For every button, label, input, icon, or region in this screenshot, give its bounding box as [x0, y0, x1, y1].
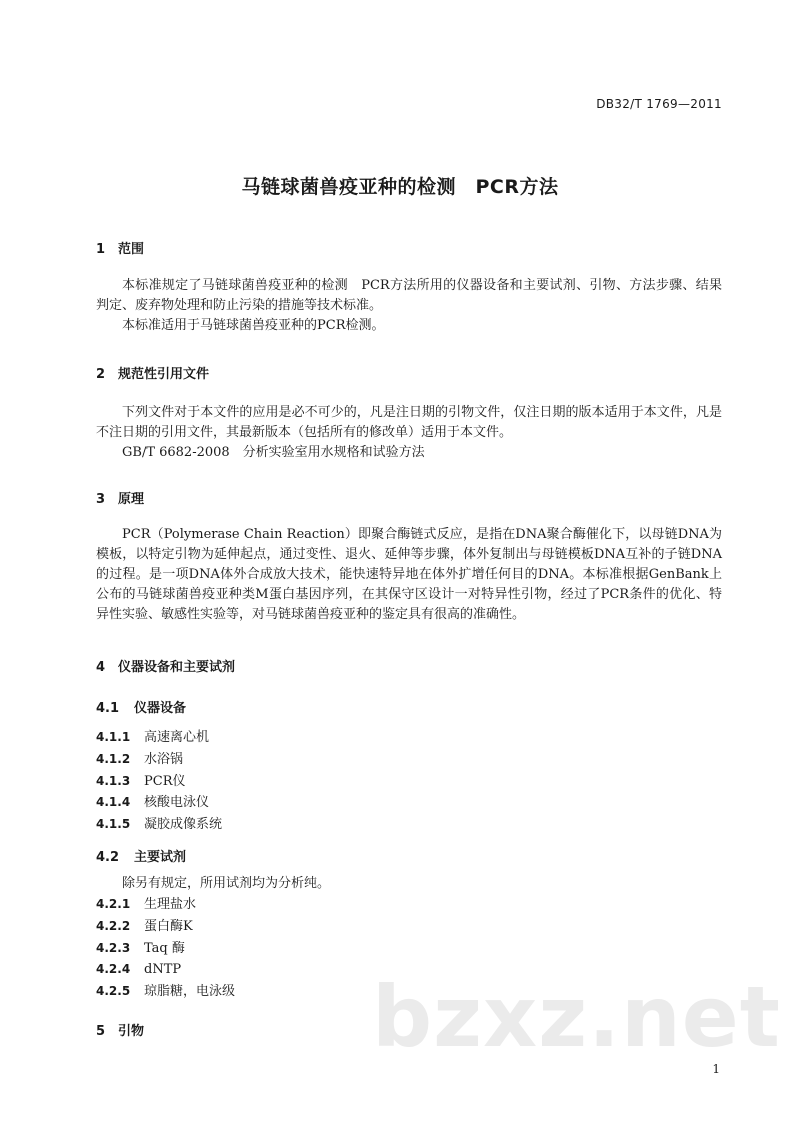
section-2-body	[96, 403, 722, 463]
subsection-title: 主要试剂	[134, 850, 187, 865]
section-title: 仪器设备和主要试剂	[118, 660, 236, 675]
reference-entry: GB/T 6682-2008 分析实验室用水规格和试验方法	[122, 445, 425, 460]
section-title: 原理	[118, 492, 145, 507]
item-text: 生理盐水	[144, 897, 197, 912]
section-title: 范围	[118, 242, 145, 257]
reagent-intro	[96, 874, 722, 894]
section-title: 引物	[118, 1024, 145, 1039]
watermark: bzxz.net	[372, 968, 781, 1066]
list-item	[96, 749, 722, 771]
section-4-heading	[96, 656, 722, 675]
equipment-list	[96, 727, 722, 836]
item-text: Taq 酶	[144, 940, 185, 956]
item-text: PCR仪	[144, 773, 186, 789]
item-text: 琼脂糖，电泳级	[144, 984, 236, 1000]
item-number: 4.2.3	[96, 940, 131, 955]
section-number: 1	[96, 242, 106, 257]
list-item	[96, 916, 722, 938]
section-3-heading	[96, 488, 722, 507]
item-number: 4.2.2	[96, 918, 131, 933]
item-number: 4.1.4	[96, 795, 131, 810]
section-number: 3	[96, 492, 106, 507]
item-number: 4.1.3	[96, 773, 131, 788]
section-2-heading	[96, 363, 722, 382]
list-item	[96, 771, 722, 793]
subsection-title: 仪器设备	[134, 701, 187, 716]
subsection-4-1-heading	[96, 697, 722, 716]
item-text: 水浴锅	[144, 751, 184, 767]
section-number: 2	[96, 367, 106, 382]
list-item	[96, 792, 722, 814]
list-item	[96, 814, 722, 836]
item-number: 4.2.1	[96, 897, 131, 911]
section-number: 4	[96, 660, 106, 675]
paragraph: 本标准规定了马链球菌兽疫亚种的检测 PCR方法所用的仪器设备和主要试剂、引物、方法步骤、结果判定、废弃物处理和防止污染的措施等技术标准。	[96, 278, 722, 313]
section-1-body	[96, 276, 722, 336]
list-item	[96, 894, 722, 916]
section-number: 5	[96, 1024, 106, 1039]
paragraph: 下列文件对于本文件的应用是必不可少的，凡是注日期的引物文件，仅注日期的版本适用于本文件，凡是不注日期的引用文件，其最新版本（包括所有的修改单）适用于本文件。	[96, 405, 722, 440]
subsection-4-2-heading	[96, 846, 722, 865]
item-text: 核酸电泳仪	[144, 795, 210, 811]
section-title: 规范性引用文件	[118, 367, 210, 382]
item-number: 4.1.2	[96, 751, 131, 766]
item-number: 4.1.1	[96, 730, 131, 744]
item-text: 蛋白酶K	[144, 918, 193, 934]
subsection-number: 4.2	[96, 850, 120, 865]
paragraph: PCR（Polymerase Chain Reaction）即聚合酶链式反应，是指在DNA聚合酶催化下，以母链DNA为模板，以特定引物为延伸起点，通过变性、退火、延伸等步骤，体外复制出与母链模板DNA互补的子链DNA的过程。是一项DNA体外合成放大技术，能快速特异地在体外扩增任何目的DNA。本标准根据GenBank上公布的马链球菌兽疫亚种类M蛋白基因序列，在其保守区设计一对特异性引物，经过了PCR条件的优化、特异性实验、敏感性实验等，对马链球菌兽疫亚种的鉴定具有很高的准确性。	[96, 527, 722, 622]
item-number: 4.2.4	[96, 962, 131, 977]
standard-number: DB32/T 1769—2011	[596, 97, 722, 111]
item-text: dNTP	[144, 962, 182, 978]
paragraph: 本标准适用于马链球菌兽疫亚种的PCR检测。	[122, 318, 385, 333]
section-1-heading	[96, 238, 722, 257]
section-3-body	[96, 525, 722, 625]
list-item	[96, 727, 722, 749]
page-number: 1	[712, 1062, 720, 1076]
item-number: 4.2.5	[96, 984, 131, 999]
item-text: 高速离心机	[144, 730, 210, 745]
document-title: 马链球菌兽疫亚种的检测 PCR方法	[241, 176, 559, 198]
item-text: 凝胶成像系统	[144, 817, 223, 833]
subsection-number: 4.1	[96, 701, 120, 716]
paragraph: 除另有规定，所用试剂均为分析纯。	[122, 876, 331, 891]
list-item	[96, 938, 722, 960]
item-number: 4.1.5	[96, 817, 131, 832]
